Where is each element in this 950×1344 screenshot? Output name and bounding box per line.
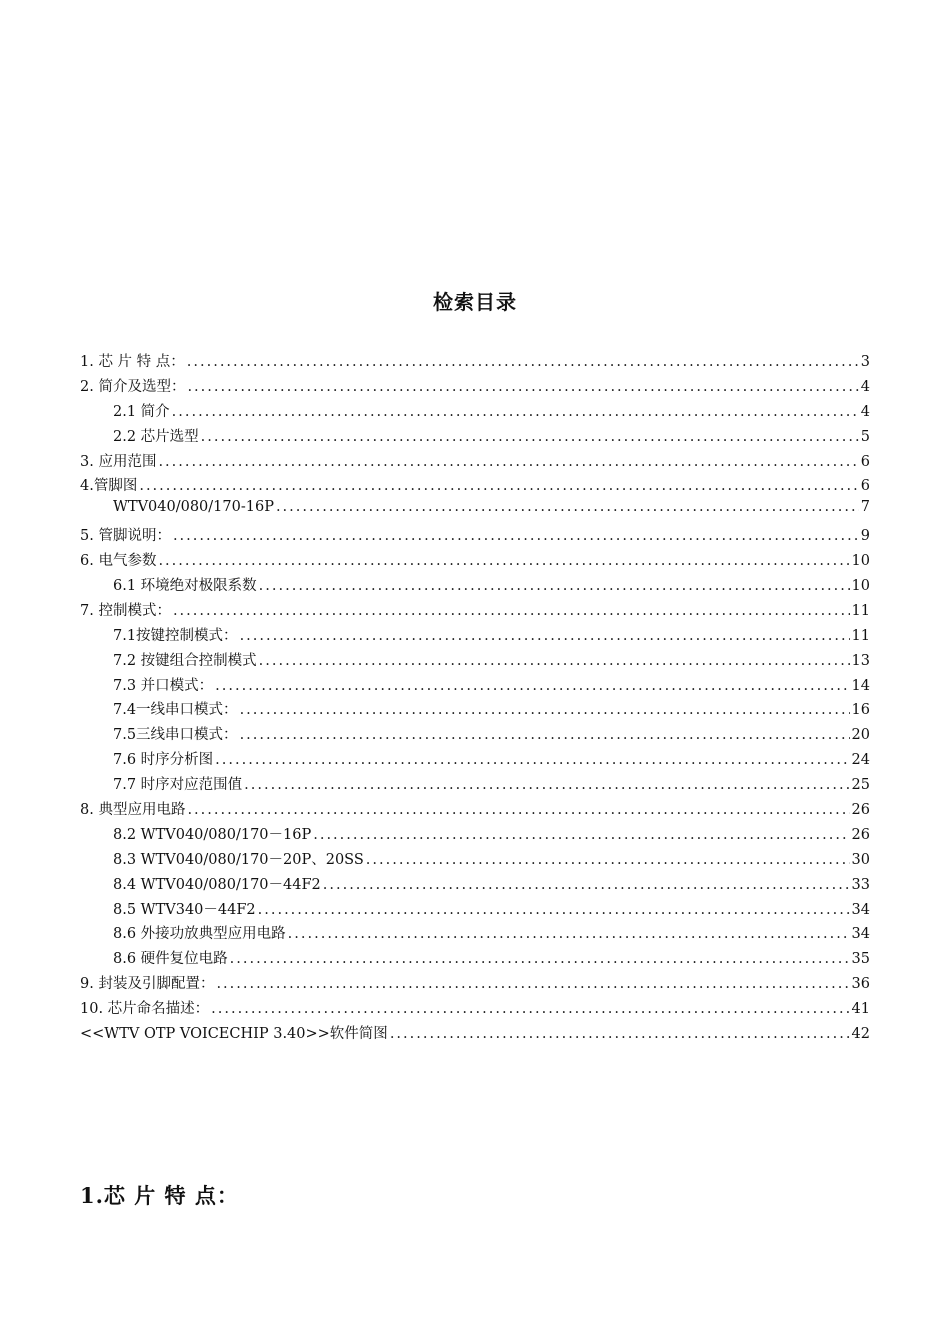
toc-entry-page: 25 [851,777,870,794]
toc-entry[interactable] [80,997,870,1022]
toc-title: 检索目录 [433,290,517,314]
toc-entry[interactable] [80,972,870,997]
toc-entry[interactable] [80,474,870,499]
toc-leader-dots [230,951,850,967]
toc-entry[interactable] [80,873,870,898]
toc-entry[interactable] [80,773,870,798]
toc-entry-page: 11 [851,602,870,619]
toc-entry[interactable] [80,375,870,400]
toc-entry-label: 9. 封装及引脚配置： [80,976,215,993]
toc-leader-dots [258,902,850,918]
toc-entry-label: 1. 芯 片 特 点： [80,354,185,370]
toc-leader-dots [139,478,858,494]
toc-entry[interactable] [80,624,870,649]
toc-entry[interactable] [80,674,870,699]
toc-entry-label: 8.5 WTV340－44F2 [113,901,256,918]
toc-entry-page: 14 [851,677,870,694]
toc-entry-page: 35 [851,951,870,968]
toc-entry[interactable] [80,1022,870,1047]
toc-entry[interactable] [80,748,870,773]
toc-entry-label: 7.6 时序分析图 [113,752,214,769]
toc-leader-dots [187,354,859,370]
toc-entry[interactable] [80,400,870,425]
section-heading: 1.芯 片 特 点： [80,1183,239,1208]
toc-entry-label: 8.2 WTV040/080/170－16P [113,826,312,843]
toc-entry-page: 4 [860,378,870,395]
toc-leader-dots [313,827,849,843]
toc-entry[interactable] [80,499,870,524]
toc-entry-label: 7.4一线串口模式： [113,702,238,719]
toc-leader-dots [366,852,850,868]
toc-entry[interactable] [80,450,870,475]
toc-entry-page: 26 [851,802,870,819]
toc-entry-page: 42 [851,1026,870,1043]
toc-entry-label: 2.2 芯片选型 [113,428,199,445]
toc-entry[interactable] [80,848,870,873]
toc-leader-dots [323,877,850,893]
toc-leader-dots [173,603,850,619]
toc-entry-page: 6 [860,478,870,495]
toc-entry-label: 10. 芯片命名描述： [80,1001,210,1018]
toc-entry-label: 5. 管脚说明： [80,528,171,545]
toc-leader-dots [201,429,859,445]
toc-entry[interactable] [80,524,870,549]
toc-entry[interactable] [80,350,870,375]
toc-leader-dots [211,1001,849,1017]
toc-entry-label: 7.3 并口模式： [113,677,214,694]
toc-entry-page: 9 [860,528,870,545]
toc-leader-dots [215,678,849,694]
toc-entry-page: 30 [851,851,870,868]
toc-entry[interactable] [80,649,870,674]
toc-entry-label: 2. 简介及选型： [80,378,186,395]
toc-entry-label: 7.2 按键组合控制模式 [113,652,257,669]
toc-entry-label: 7.1按键控制模式： [113,627,238,644]
toc-entry-label: 7.7 时序对应范围值 [113,777,243,794]
toc-entry-label: 8.6 硬件复位电路 [113,951,228,968]
toc-entry-label: 6. 电气参数 [80,553,157,570]
toc-entry-page: 7 [860,499,870,516]
toc-entry[interactable] [80,599,870,624]
toc-leader-dots [240,727,850,743]
toc-entry[interactable] [80,947,870,972]
toc-leader-dots [390,1026,850,1042]
toc-entry-page: 5 [860,428,870,445]
toc-leader-dots [240,628,850,644]
toc-entry[interactable] [80,898,870,923]
toc-entry-page: 33 [851,876,870,893]
toc-entry[interactable] [80,723,870,748]
toc-leader-dots [187,802,849,818]
toc-entry-page: 10 [851,578,870,595]
toc-entry-label: 8.6 外接功放典型应用电路 [113,926,286,943]
toc-entry-page: 34 [851,901,870,918]
toc-leader-dots [158,553,849,569]
toc-entry[interactable] [80,922,870,947]
toc-leader-dots [240,702,850,718]
toc-leader-dots [173,528,859,544]
toc-entry[interactable] [80,549,870,574]
toc-leader-dots [259,653,850,669]
toc-entry-label: 8.3 WTV040/080/170－20P、20SS [113,851,364,868]
toc-entry-page: 4 [860,403,870,420]
toc-entry-label: 7. 控制模式： [80,602,171,619]
toc-entry-page: 36 [851,976,870,993]
toc-entry-label: <<WTV OTP VOICECHIP 3.40>>软件简图 [80,1026,388,1043]
toc-leader-dots [187,379,858,395]
toc-entry-page: 34 [851,926,870,943]
toc-entry-page: 26 [851,826,870,843]
toc-entry-label: WTV040/080/170-16P [113,499,274,516]
toc-entry-label: 8.4 WTV040/080/170－44F2 [113,876,321,893]
table-of-contents [80,350,870,1047]
toc-entry[interactable] [80,425,870,450]
toc-entry-label: 4.管脚图 [80,478,138,495]
toc-entry[interactable] [80,798,870,823]
toc-entry-page: 16 [851,702,870,719]
toc-entry-page: 41 [851,1001,870,1018]
toc-entry[interactable] [80,698,870,723]
toc-entry[interactable] [80,823,870,848]
toc-entry-label: 7.5三线串口模式： [113,727,238,744]
toc-entry-page: 6 [860,453,870,470]
toc-entry-label: 8. 典型应用电路 [80,802,186,819]
toc-entry-page: 13 [851,652,870,669]
toc-entry-page: 24 [851,752,870,769]
toc-entry-page: 20 [851,727,870,744]
toc-entry[interactable] [80,574,870,599]
toc-leader-dots [288,926,850,942]
toc-leader-dots [216,976,849,992]
toc-leader-dots [244,777,849,793]
toc-entry-page: 11 [851,627,870,644]
toc-leader-dots [215,752,849,768]
toc-leader-dots [259,578,850,594]
toc-entry-label: 2.1 简介 [113,403,170,420]
toc-entry-page: 10 [851,553,870,570]
toc-entry-label: 6.1 环境绝对极限系数 [113,578,257,595]
toc-entry-label: 3. 应用范围 [80,453,157,470]
toc-entry-page: 3 [860,354,870,370]
toc-leader-dots [172,404,859,420]
toc-leader-dots [158,454,858,470]
toc-leader-dots [276,499,859,515]
